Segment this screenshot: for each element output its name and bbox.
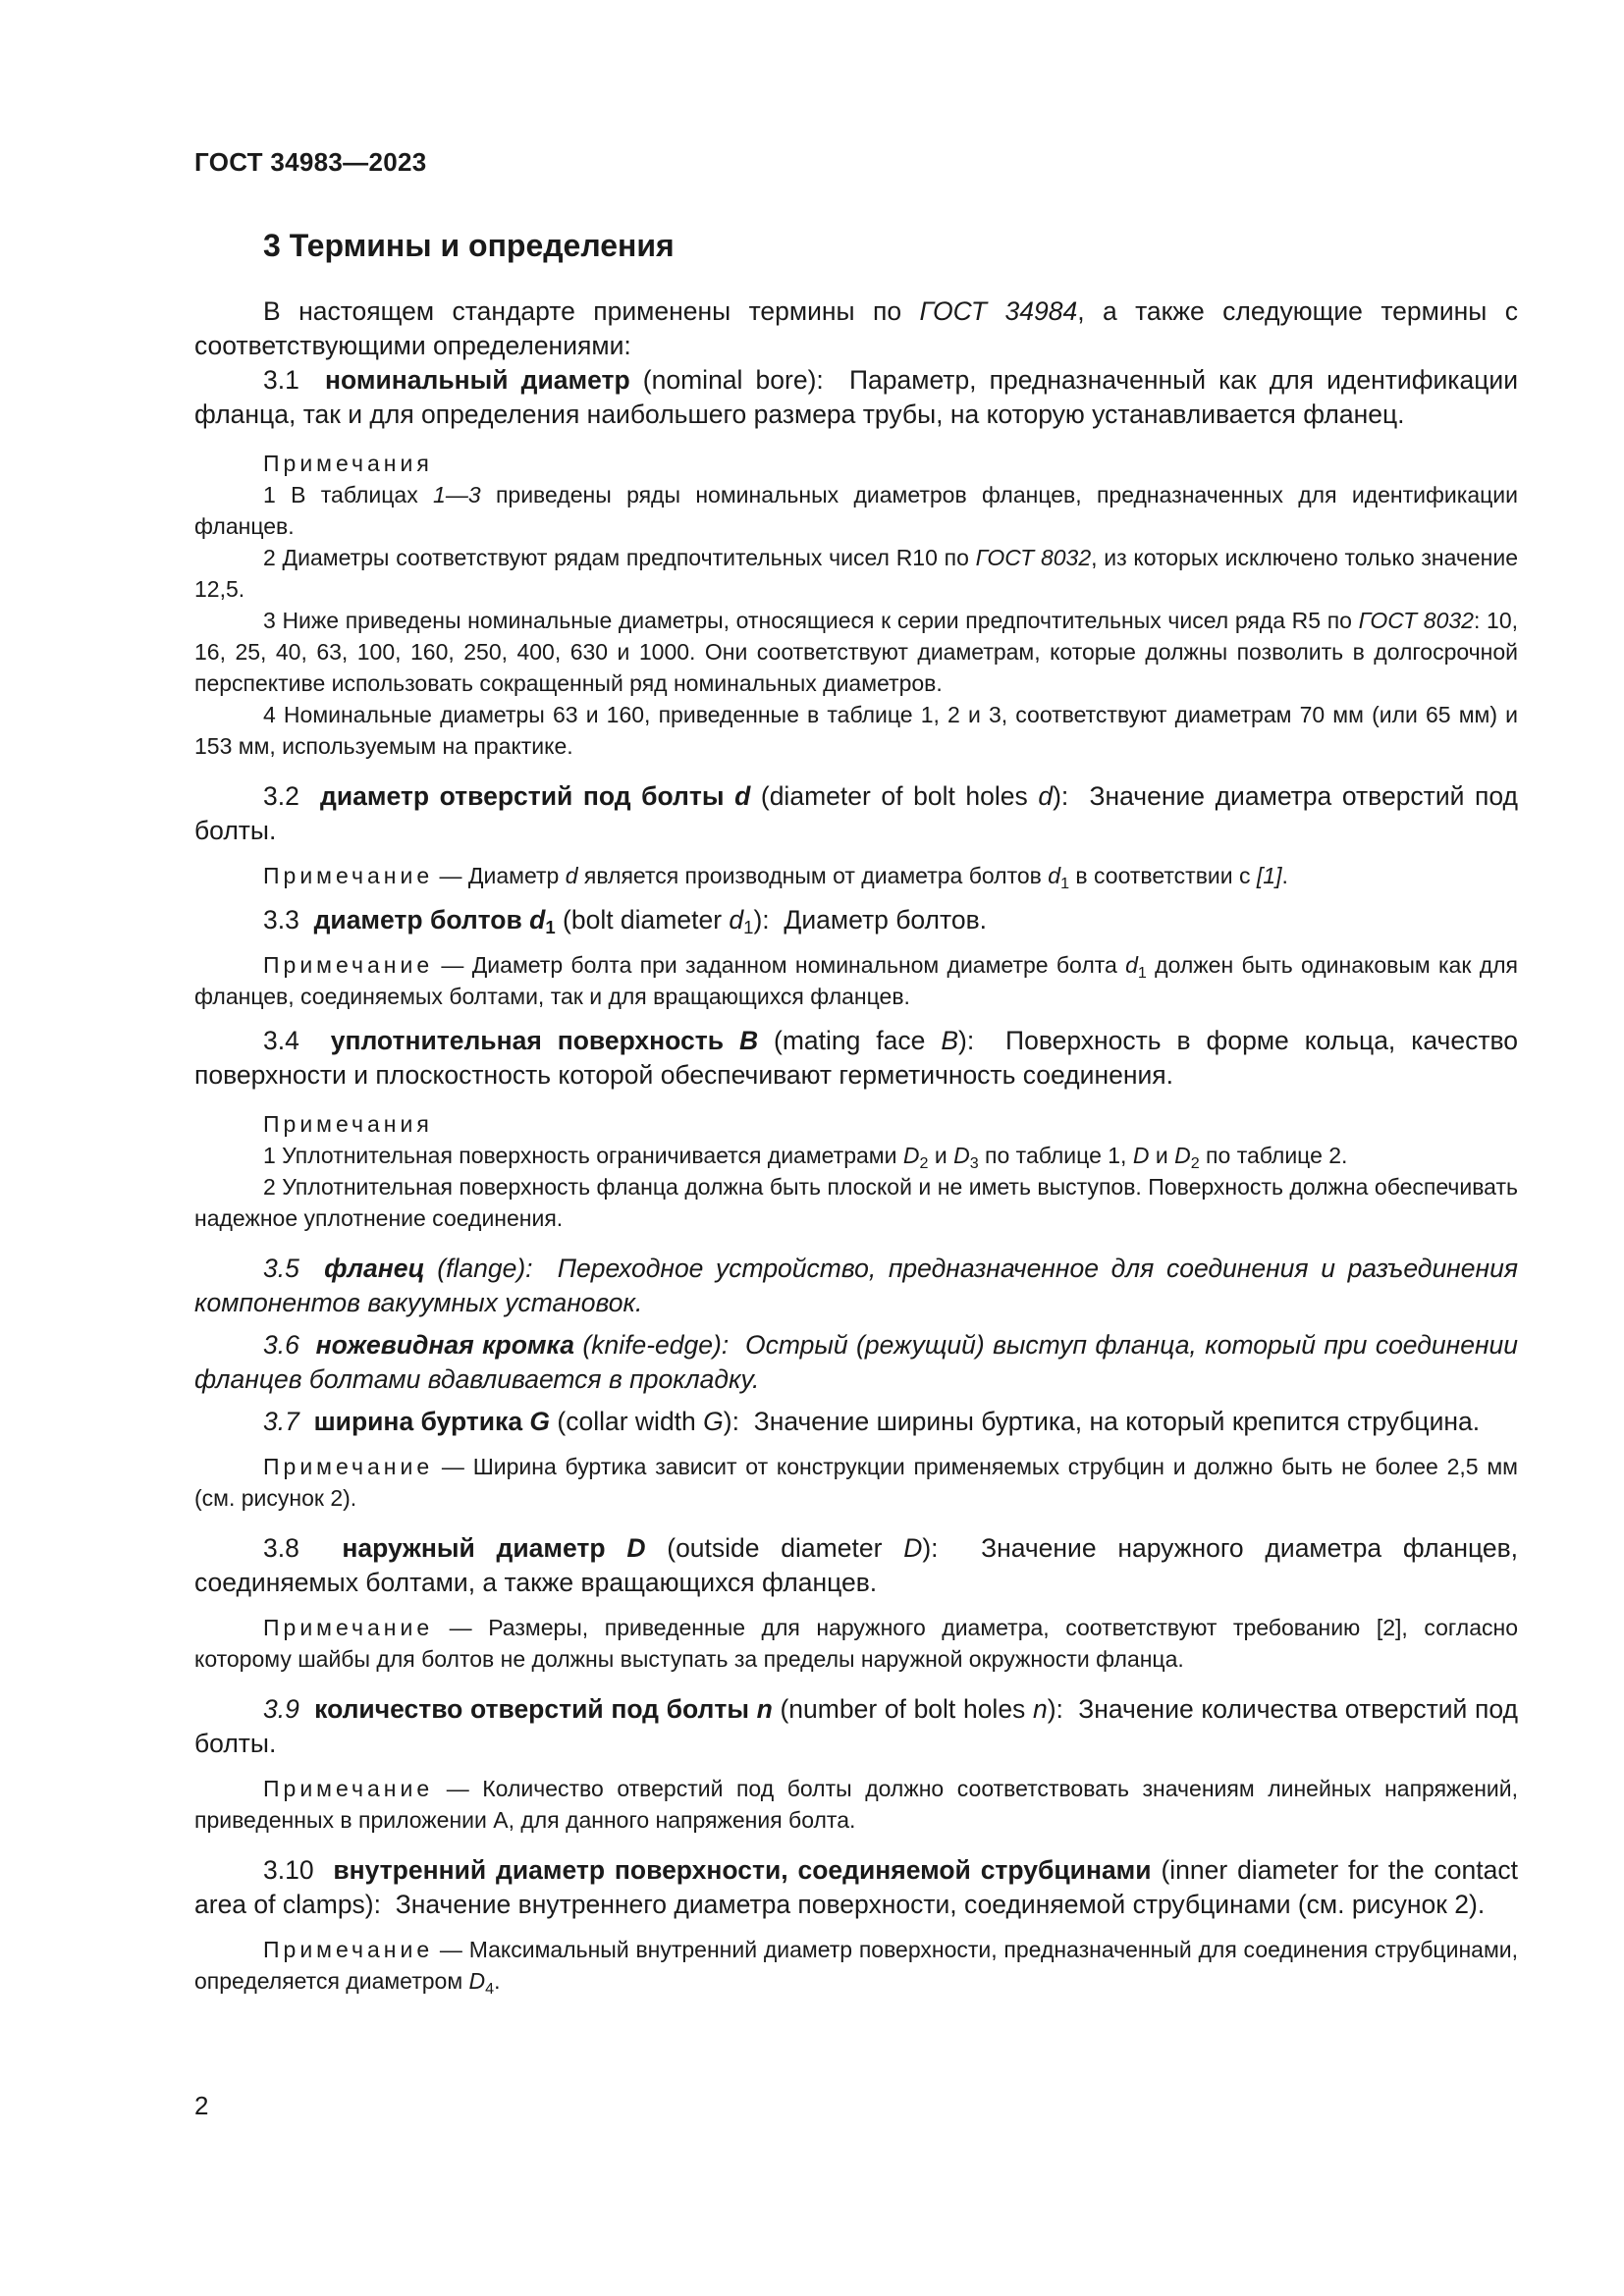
term-3-1-note-1: 1 В таблицах 1—3 приведены ряды номинальных диаметров фланцев, предназначенных для идентификации фланцев. <box>194 482 1518 539</box>
term-3-9: 3.9 количество отверстий под болты n (number of bolt holes n): Значение количества отверстий под болты. <box>194 1694 1518 1758</box>
term-3-1-note-4: 4 Номинальные диаметры 63 и 160, приведенные в таблице 1, 2 и 3, соответствуют диаметрам 70 мм (или 65 мм) и 153 мм, используемым на практике. <box>194 702 1518 759</box>
term-3-8: 3.8 наружный диаметр D (outside diameter D): Значение наружного диаметра фланцев, соединяемых болтами, а также вращающихся фланцев. <box>194 1533 1519 1597</box>
term-3-4-note-1: 1 Уплотнительная поверхность ограничивается диаметрами $D_2$ и $D_3$ по таблице 1, D и $D_2$ по таблице 2. <box>263 1143 1348 1172</box>
page-number: 2 <box>194 2091 209 2120</box>
term-3-3-note: Примечание — Диаметр болта при заданном номинальном диаметре болта $d_1$ должен быть одинаковым как для фланцев, соединяемых болтами, так и для вращающихся фланцев. <box>194 952 1519 1009</box>
term-3-4-note-2: 2 Уплотнительная поверхность фланца должна быть плоской и не иметь выступов. Поверхность должна обеспечивать надежное уплотнение соединения. <box>194 1174 1518 1231</box>
term-3-3: 3.3 диаметр болтов $d_1$ (bolt diameter $d_1$): Диаметр болтов. <box>263 905 988 937</box>
term-3-4-notes-heading: Примечания <box>263 1111 433 1137</box>
term-3-8-name: наружный диаметр <box>342 1533 627 1563</box>
term-3-8-note: Примечание — Размеры, приведенные для наружного диаметра, соответствуют требованию [2], согласно которому шайбы для болтов не должны выступать за пределы наружной окружности фланца. <box>194 1615 1518 1672</box>
reference-gost-34984: ГОСТ 34984 <box>919 296 1078 326</box>
term-3-2-name: диаметр отверстий под болты <box>320 781 735 811</box>
term-3-5: 3.5 фланец (flange): Переходное устройство, предназначенное для соединения и разъединения компонентов вакуумных установок. <box>194 1254 1518 1317</box>
term-3-2-note: Примечание — Диаметр d является производным от диаметра болтов $d_1$ в соответствии с [1]. <box>263 863 1288 892</box>
term-3-7-name: ширина буртика <box>313 1407 530 1436</box>
term-3-9-note: Примечание — Количество отверстий под болты должно соответствовать значениям линейных напряжений, приведенных в приложении А, для данного напряжения болта. <box>194 1776 1518 1833</box>
term-3-4-name: уплотнительная поверхность <box>330 1026 739 1055</box>
term-3-1-name: номинальный диаметр <box>325 365 630 395</box>
term-3-7: 3.7 ширина буртика G (collar width G): Значение ширины буртика, на который крепится струбцина. <box>263 1407 1481 1436</box>
term-3-4: 3.4 уплотнительная поверхность B (mating face B): Поверхность в форме кольца, качество поверхности и плоскостность которой обеспечивают герметичность соединения. <box>194 1026 1518 1090</box>
section-title: 3 Термины и определения <box>263 228 675 263</box>
term-3-1: 3.1 номинальный диаметр (nominal bore): Параметр, предназначенный как для идентификации фланца, так и для определения наибольшего размера трубы, на которую устанавливается фланец. <box>194 365 1518 429</box>
term-3-5-name: фланец <box>324 1254 425 1283</box>
term-3-7-note: Примечание — Ширина буртика зависит от конструкции применяемых струбцин и должно быть не более 2,5 мм (см. рисунок 2). <box>194 1454 1518 1511</box>
term-3-2: 3.2 диаметр отверстий под болты d (diameter of bolt holes d): Значение диаметра отверстий под болты. <box>194 781 1518 845</box>
intro-paragraph: В настоящем стандарте применены термины по ГОСТ 34984, а также следующие термины с соответствующими определениями: <box>194 296 1518 360</box>
term-3-10-name: внутренний диаметр поверхности, соединяемой струбцинами <box>333 1855 1152 1885</box>
term-3-3-name: диаметр болтов <box>313 905 530 934</box>
term-3-9-name: количество отверстий под болты <box>314 1694 757 1724</box>
term-3-10: 3.10 внутренний диаметр поверхности, соединяемой струбцинами (inner diameter for the contact area of clamps): Значение внутреннего диаметра поверхности, соединяемой струбцинами (см. рисунок 2). <box>194 1855 1518 1919</box>
term-3-6-name: ножевидная кромка <box>315 1330 575 1360</box>
document-code-header: ГОСТ 34983—2023 <box>194 147 427 177</box>
term-3-1-notes-heading: Примечания <box>263 451 433 476</box>
term-3-10-note: Примечание — Максимальный внутренний диаметр поверхности, предназначенный для соединения струбцинами, определяется диаметром $D_4$. <box>194 1937 1518 1998</box>
page-content <box>194 224 1518 1997</box>
term-3-1-note-3: 3 Ниже приведены номинальные диаметры, относящиеся к серии предпочтительных чисел ряда R5 по ГОСТ 8032: 10, 16, 25, 40, 63, 100, 160, 250, 400, 630 и 1000. Они соответствуют диаметрам, которые должны позволить в долгосрочной перспективе использовать сокращенный ряд номинальных диаметров. <box>194 608 1518 696</box>
term-3-6: 3.6 ножевидная кромка (knife-edge): Острый (режущий) выступ фланца, который при соединении фланцев болтами вдавливается в прокладку. <box>194 1330 1519 1394</box>
term-3-1-note-2: 2 Диаметры соответствуют рядам предпочтительных чисел R10 по ГОСТ 8032, из которых исключено только значение 12,5. <box>194 545 1519 602</box>
